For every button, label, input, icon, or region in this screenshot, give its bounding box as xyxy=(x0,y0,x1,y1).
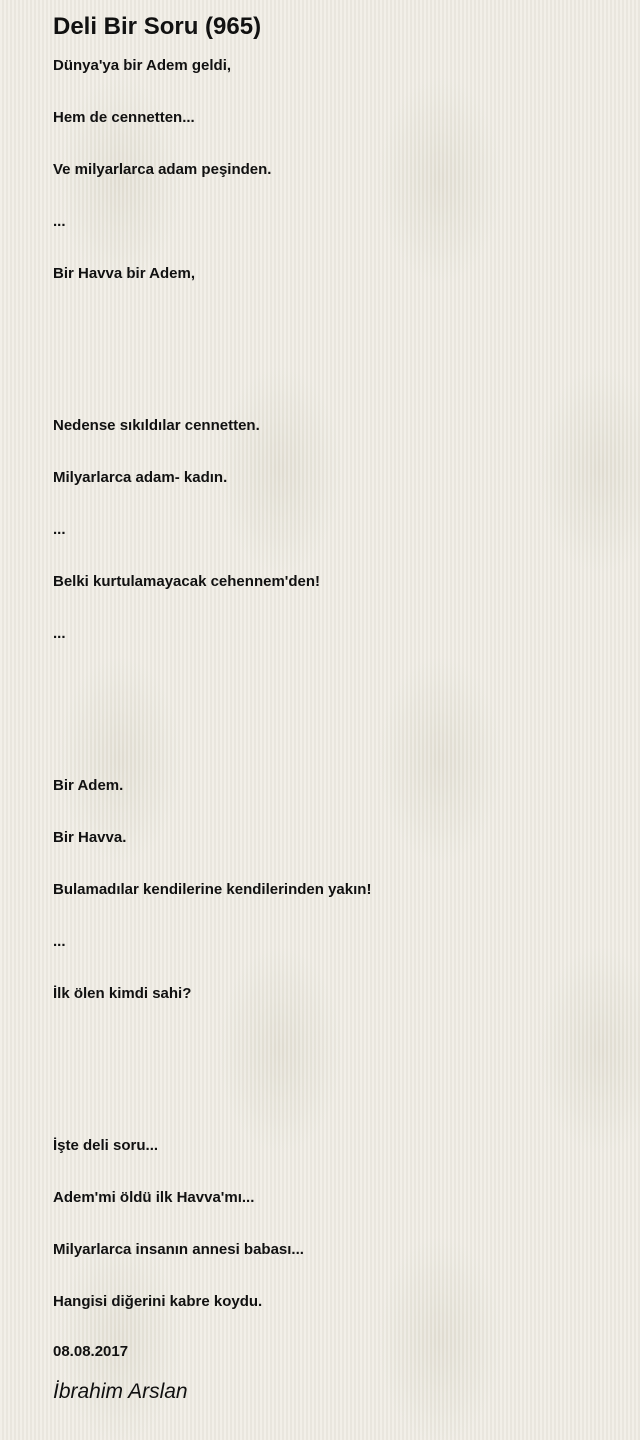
poem-line: Hangisi diğerini kabre koydu. xyxy=(53,1293,263,1310)
poem-line: Dünya'ya bir Adem geldi, xyxy=(53,57,232,74)
poem-line: Bir Havva. xyxy=(53,829,127,846)
poem-line: Bulamadılar kendilerine kendilerinden yakın! xyxy=(53,881,372,898)
poem-line: Belki kurtulamayacak cehennem'den! xyxy=(53,573,321,590)
poem-line: Hem de cennetten... xyxy=(53,109,195,126)
poem-line: ... xyxy=(53,521,66,538)
poem-author: İbrahim Arslan xyxy=(53,1380,188,1403)
poem-line: Adem'mi öldü ilk Havva'mı... xyxy=(53,1189,255,1206)
poem-line: Milyarlarca adam- kadın. xyxy=(53,469,228,486)
poem-line: ... xyxy=(53,933,66,950)
poem-line: Bir Adem. xyxy=(53,777,124,794)
poem-line: Bir Havva bir Adem, xyxy=(53,265,195,282)
poem-line: Nedense sıkıldılar cennetten. xyxy=(53,417,260,434)
poem-date: 08.08.2017 xyxy=(53,1343,129,1360)
poem-line: İşte deli soru... xyxy=(53,1137,159,1154)
poem-line: Milyarlarca insanın annesi babası... xyxy=(53,1241,304,1258)
poem-line: Ve milyarlarca adam peşinden. xyxy=(53,161,272,178)
poem-title: Deli Bir Soru (965) xyxy=(53,13,262,40)
poem-line: ... xyxy=(53,213,66,230)
poem-line: İlk ölen kimdi sahi? xyxy=(53,985,192,1002)
poem-line: ... xyxy=(53,625,66,642)
